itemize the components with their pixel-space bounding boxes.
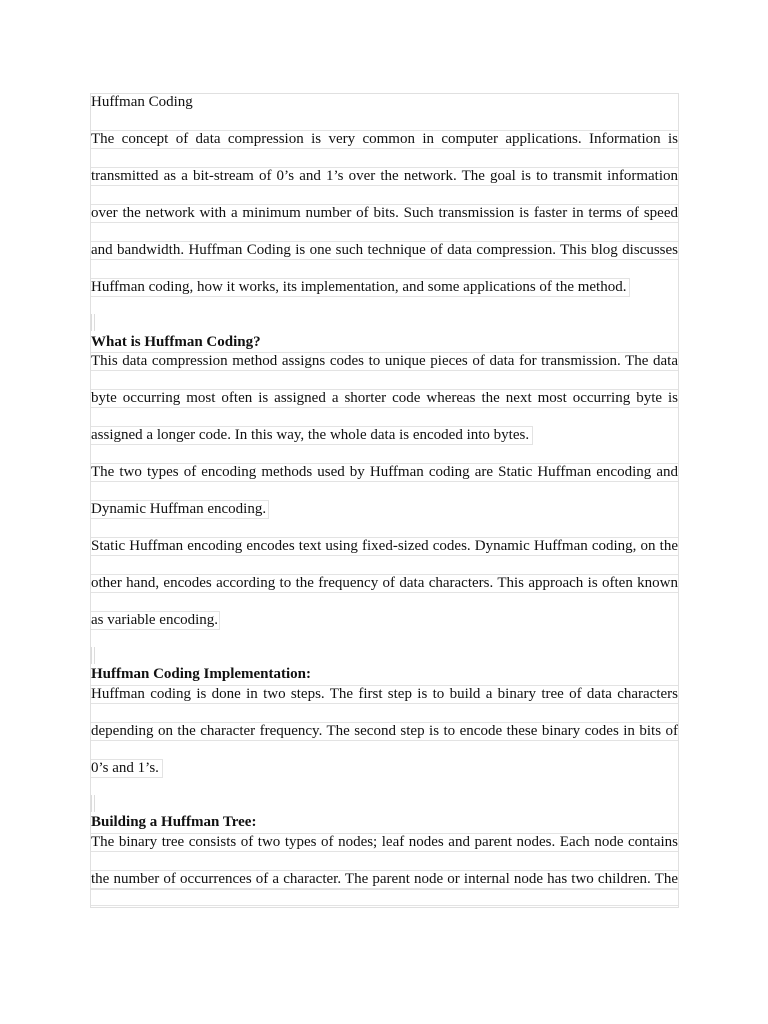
empty-line-box: [91, 889, 678, 906]
section3-line-1: The binary tree consists of two types of nodes; leaf nodes and parent nodes. Each node contains: [91, 834, 678, 850]
empty-paragraph-marker: [91, 314, 95, 331]
section-heading-what-is: What is Huffman Coding?: [91, 334, 261, 350]
intro-line-3: over the network with a minimum number of bits. Such transmission is faster in terms of speed: [91, 205, 678, 221]
section-heading-building-tree: Building a Huffman Tree:: [91, 814, 257, 830]
intro-line-1: The concept of data compression is very common in computer applications. Information is: [91, 131, 678, 147]
intro-line-2: transmitted as a bit-stream of 0’s and 1’s over the network. The goal is to transmit information: [91, 168, 678, 184]
section2-line-1: Huffman coding is done in two steps. The first step is to build a binary tree of data characters: [91, 686, 678, 702]
empty-paragraph-marker: [91, 795, 95, 812]
intro-line-5: Huffman coding, how it works, its implementation, and some applications of the method.: [91, 278, 630, 297]
section1-line-4: The two types of encoding methods used by Huffman coding are Static Huffman encoding and: [91, 464, 678, 480]
section1-line-1: This data compression method assigns codes to unique pieces of data for transmission. The data: [91, 353, 678, 369]
empty-paragraph-marker: [91, 647, 95, 664]
section1-line-5: Dynamic Huffman encoding.: [91, 500, 269, 519]
document-title: Huffman Coding: [91, 94, 193, 110]
intro-line-4: and bandwidth. Huffman Coding is one such technique of data compression. This blog discusses: [91, 242, 678, 258]
section1-line-7: other hand, encodes according to the frequency of data characters. This approach is often known: [91, 575, 678, 591]
section2-line-2: depending on the character frequency. The second step is to encode these binary codes in bits of: [91, 723, 678, 739]
section1-line-3: assigned a longer code. In this way, the whole data is encoded into bytes.: [91, 426, 533, 445]
section1-line-6: Static Huffman encoding encodes text using fixed-sized codes. Dynamic Huffman coding, on the: [91, 538, 678, 554]
section2-line-3: 0’s and 1’s.: [91, 759, 163, 778]
section1-line-2: byte occurring most often is assigned a shorter code whereas the next most occurring byte is: [91, 390, 678, 406]
section-heading-implementation: Huffman Coding Implementation:: [91, 666, 312, 682]
section1-line-8: as variable encoding.: [91, 612, 219, 628]
section3-line-2: the number of occurrences of a character. The parent node or internal node has two children. The: [91, 871, 678, 887]
